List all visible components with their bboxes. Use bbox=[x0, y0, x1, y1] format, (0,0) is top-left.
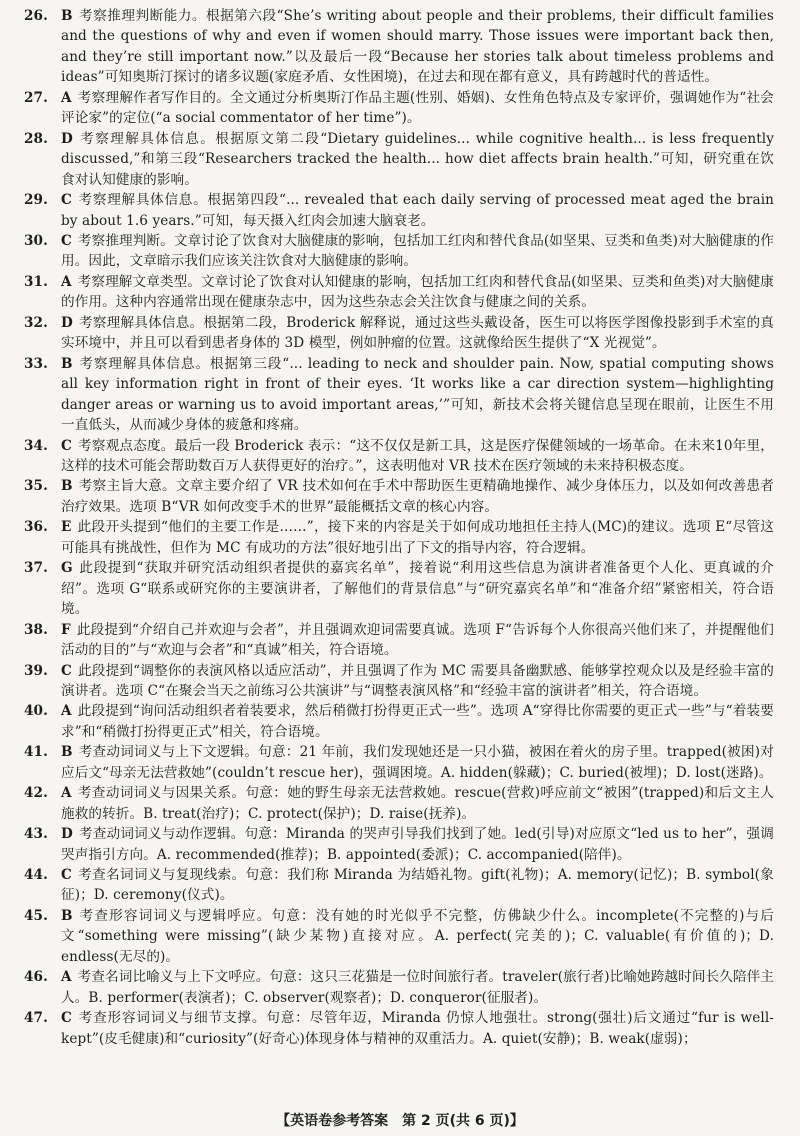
answer-letter: B bbox=[61, 8, 73, 24]
question-number: 46. bbox=[24, 969, 48, 986]
question-number: 44. bbox=[24, 867, 48, 884]
question-number: 45. bbox=[24, 907, 48, 924]
answer-letter: A bbox=[61, 969, 72, 986]
answer-item bbox=[24, 967, 774, 1008]
answer-item bbox=[24, 88, 774, 129]
question-number: 35. bbox=[24, 478, 48, 495]
answer-item bbox=[24, 558, 774, 619]
answer-letter: E bbox=[61, 519, 72, 536]
answer-item bbox=[24, 701, 774, 742]
answer-letter: D bbox=[61, 826, 73, 843]
question-number: 36. bbox=[24, 519, 48, 536]
answer-letter: B bbox=[61, 478, 73, 495]
answer-letter: B bbox=[61, 355, 73, 372]
answer-letter: C bbox=[61, 232, 72, 249]
explanation-text: 考察理解作者写作目的。全文通过分析奥斯汀作品主题(性别、婚姻)、女性角色特点及专家评价，强调她作为“社会评论家”的定位(“a social commentator of her time”)。 bbox=[61, 89, 774, 127]
explanation-text: 考察主旨大意。文章主要介绍了 VR 技术如何在手术中帮助医生更精确地操作、减少身体压力，以及如何改善患者治疗效果。选项 B“VR 如何改变手术的世界”最能概括文章的核心内容。 bbox=[61, 478, 774, 515]
answer-letter: B bbox=[61, 744, 73, 761]
explanation-text: 此段提到“获取并研究活动组织者提供的嘉宾名单”，接着说“利用这些信息为演讲者准备更个人化、更真诚的介绍”。选项 G“联系或研究你的主要演讲者，了解他们的背景信息”与“研究嘉宾名单”和“准备介绍”紧密相关，符合语境。 bbox=[61, 560, 774, 618]
question-number: 39. bbox=[24, 662, 48, 679]
question-number: 30. bbox=[24, 232, 48, 249]
explanation-text: 考察理解具体信息。根据第三段“... leading to neck and shoulder pain. Now, spatial computing shows all key information right in front of their eyes. ‘It works like a car direction system—highlighting danger areas or warning us to avoid important areas,’”可知，新技术会将关键信息呈现在眼前，让医生不用一直低头，从而减少身体的疲惫和疼痛。 bbox=[61, 355, 774, 434]
answer-item bbox=[24, 661, 774, 702]
question-number: 32. bbox=[24, 314, 48, 331]
explanation-text: 考查名词比喻义与上下文呼应。句意：这只三花猫是一位时间旅行者。traveler(旅行者)比喻她跨越时间长久陪伴主人。B. performer(表演者)；C. observer(观察者)；D. conqueror(征服者)。 bbox=[61, 969, 774, 1006]
answer-item bbox=[24, 272, 774, 313]
explanation-text: 此段开头提到“他们的主要工作是……”，接下来的内容是关于如何成功地担任主持人(MC)的建议。选项 E“尽管这可能具有挑战性，但作为 MC 有成功的方法”很好地引出了下文的指导内容，符合逻辑。 bbox=[61, 519, 774, 556]
answer-letter: A bbox=[61, 273, 72, 290]
answer-letter: C bbox=[61, 192, 72, 209]
explanation-text: 考查动词词义与动作逻辑。句意：Miranda 的哭声引导我们找到了她。led(引导)对应原文“led us to her”，强调哭声指引方向。A. recommended(推荐)；B. appointed(委派)；C. accompanied(陪伴)。 bbox=[61, 826, 774, 863]
question-number: 38. bbox=[24, 621, 48, 638]
question-number: 41. bbox=[24, 744, 48, 761]
answer-letter: A bbox=[61, 703, 72, 720]
explanation-text: 考察理解具体信息。根据原文第二段“Dietary guidelines... while cognitive health... is less frequently discussed,”和第三段“Researchers tracked the health... how diet affects brain health.”可知，研究重在饮食对认知健康的影响。 bbox=[61, 130, 774, 188]
answer-item bbox=[24, 865, 774, 906]
question-number: 34. bbox=[24, 437, 48, 454]
answer-item bbox=[24, 517, 774, 558]
answer-item bbox=[24, 354, 774, 436]
answer-item bbox=[24, 129, 774, 190]
question-number: 33. bbox=[24, 355, 48, 372]
answer-letter: A bbox=[61, 89, 72, 106]
explanation-text: 考察推理判断能力。根据第六段“She’s writing about people and their problems, their difficult families and the questions of why and even if women should marry. Those issues were important back then, and they’re still important now.”以及最后一段“Because her stories talk about timeless problems and ideas”可知奥斯汀探讨的诸多议题(家庭矛盾、女性困境)，在过去和现在都有意义，具有跨越时代的普适性。 bbox=[61, 8, 774, 86]
answer-item bbox=[24, 906, 774, 967]
explanation-text: 考查动词词义与上下文逻辑。句意：21 年前，我们发现她还是一只小猫，被困在着火的房子里。trapped(被困)对应后文“母亲无法营救她”(couldn’t rescue her)，强调困境。A. hidden(躲藏)；C. buried(被埋)；D. lost(迷路)。 bbox=[61, 744, 774, 781]
question-number: 29. bbox=[24, 192, 48, 209]
explanation-text: 此段提到“询问活动组织者着装要求，然后稍微打扮得更正式一些”。选项 A“穿得比你需要的更正式一些”与“着装要求”和“稍微打扮得更正式”相关，符合语境。 bbox=[61, 703, 774, 740]
answer-item bbox=[24, 6, 774, 88]
question-number: 27. bbox=[24, 89, 48, 106]
question-number: 42. bbox=[24, 785, 48, 802]
question-number: 47. bbox=[24, 1010, 48, 1027]
explanation-text: 考察观点态度。最后一段 Broderick 表示：“这不仅仅是新工具，这是医疗保健领域的一场革命。在未来10年里，这样的技术可能会帮助数百万人获得更好的治疗。”，这表明他对 VR 技术在医疗领域的未来持积极态度。 bbox=[61, 437, 774, 474]
explanation-text: 考察理解具体信息。根据第四段“... revealed that each daily serving of processed meat aged the brain by about 1.6 years.”可知，每天摄入红肉会加速大脑衰老。 bbox=[61, 192, 774, 229]
answer-item bbox=[24, 231, 774, 272]
answer-item bbox=[24, 783, 774, 824]
explanation-text: 考察理解文章类型。文章讨论了饮食对认知健康的影响，包括加工红肉和替代食品(如坚果、豆类和鱼类)对大脑健康的作用。这种内容通常出现在健康杂志中，因为这些杂志会关注饮食与健康之间的关系。 bbox=[61, 273, 774, 311]
question-number: 31. bbox=[24, 273, 48, 290]
question-number: 37. bbox=[24, 560, 48, 577]
explanation-text: 考查动词词义与因果关系。句意：她的野生母亲无法营救她。rescue(营救)呼应前文“被困”(trapped)和后文主人施救的转折。B. treat(治疗)；C. protect(保护)；D. raise(抚养)。 bbox=[61, 785, 774, 822]
answer-letter: C bbox=[61, 867, 72, 884]
answer-item bbox=[24, 190, 774, 231]
answer-item bbox=[24, 313, 774, 354]
answer-item bbox=[24, 824, 774, 865]
answer-item bbox=[24, 1008, 774, 1049]
question-number: 43. bbox=[24, 826, 48, 843]
answer-item bbox=[24, 436, 774, 477]
answer-letter: C bbox=[61, 1010, 72, 1027]
page-footer: 【英语卷参考答案 第 2 页(共 6 页)】 bbox=[276, 1113, 524, 1129]
answer-letter: B bbox=[61, 907, 73, 924]
answer-letter: C bbox=[61, 662, 72, 679]
question-number: 26. bbox=[24, 8, 48, 24]
answer-item bbox=[24, 620, 774, 661]
explanation-text: 考察理解具体信息。根据第二段，Broderick 解释说，通过这些头戴设备，医生可以将医学图像投影到手术室的真实环境中，并且可以看到患者身体的 3D 模型，例如肿瘤的位置。这就像给医生提供了“X 光视觉”。 bbox=[61, 314, 774, 352]
answer-letter: D bbox=[61, 314, 73, 331]
question-number: 40. bbox=[24, 703, 48, 720]
explanation-text: 考查形容词词义与细节支撑。句意：尽管年迈，Miranda 仍惊人地强壮。strong(强壮)后文通过“fur is well-kept”(皮毛健康)和“curiosity”(好奇心)体现身体与精神的双重活力。A. quiet(安静)；B. weak(虚弱)； bbox=[61, 1010, 774, 1047]
explanation-text: 考查形容词词义与逻辑呼应。句意：没有她的时光似乎不完整，仿佛缺少什么。incomplete(不完整的)与后文“something were missing”(缺少某物)直接对应。A. perfect(完美的)；C. valuable(有价值的)；D. endless(无尽的)。 bbox=[61, 907, 774, 965]
explanation-text: 此段提到“调整你的表演风格以适应活动”，并且强调了作为 MC 需要具备幽默感、能够掌控观众以及是经验丰富的演讲者。选项 C“在聚会当天之前练习公共演讲”与“调整表演风格”和“经验丰富的演讲者”相关，符合语境。 bbox=[61, 662, 774, 699]
answer-letter: D bbox=[61, 130, 73, 147]
answer-letter: F bbox=[61, 621, 71, 638]
explanation-text: 此段提到“介绍自己并欢迎与会者”，并且强调欢迎词需要真诚。选项 F“告诉每个人你很高兴他们来了，并提醒他们活动的目的”与“欢迎与会者”和“真诚”相关，符合语境。 bbox=[61, 621, 774, 659]
answer-item bbox=[24, 742, 774, 783]
answer-item bbox=[24, 476, 774, 517]
answer-list bbox=[24, 6, 774, 1049]
answer-letter: G bbox=[61, 560, 73, 577]
explanation-text: 考察推理判断。文章讨论了饮食对大脑健康的影响，包括加工红肉和替代食品(如坚果、豆类和鱼类)对大脑健康的作用。因此，文章暗示我们应该关注饮食对大脑健康的影响。 bbox=[61, 232, 774, 270]
answer-letter: A bbox=[61, 785, 72, 802]
explanation-text: 考查名词词义与复现线索。句意：我们称 Miranda 为结婚礼物。gift(礼物)；A. memory(记忆)；B. symbol(象征)；D. ceremony(仪式)。 bbox=[61, 867, 774, 904]
answer-letter: C bbox=[61, 437, 72, 454]
question-number: 28. bbox=[24, 130, 48, 147]
